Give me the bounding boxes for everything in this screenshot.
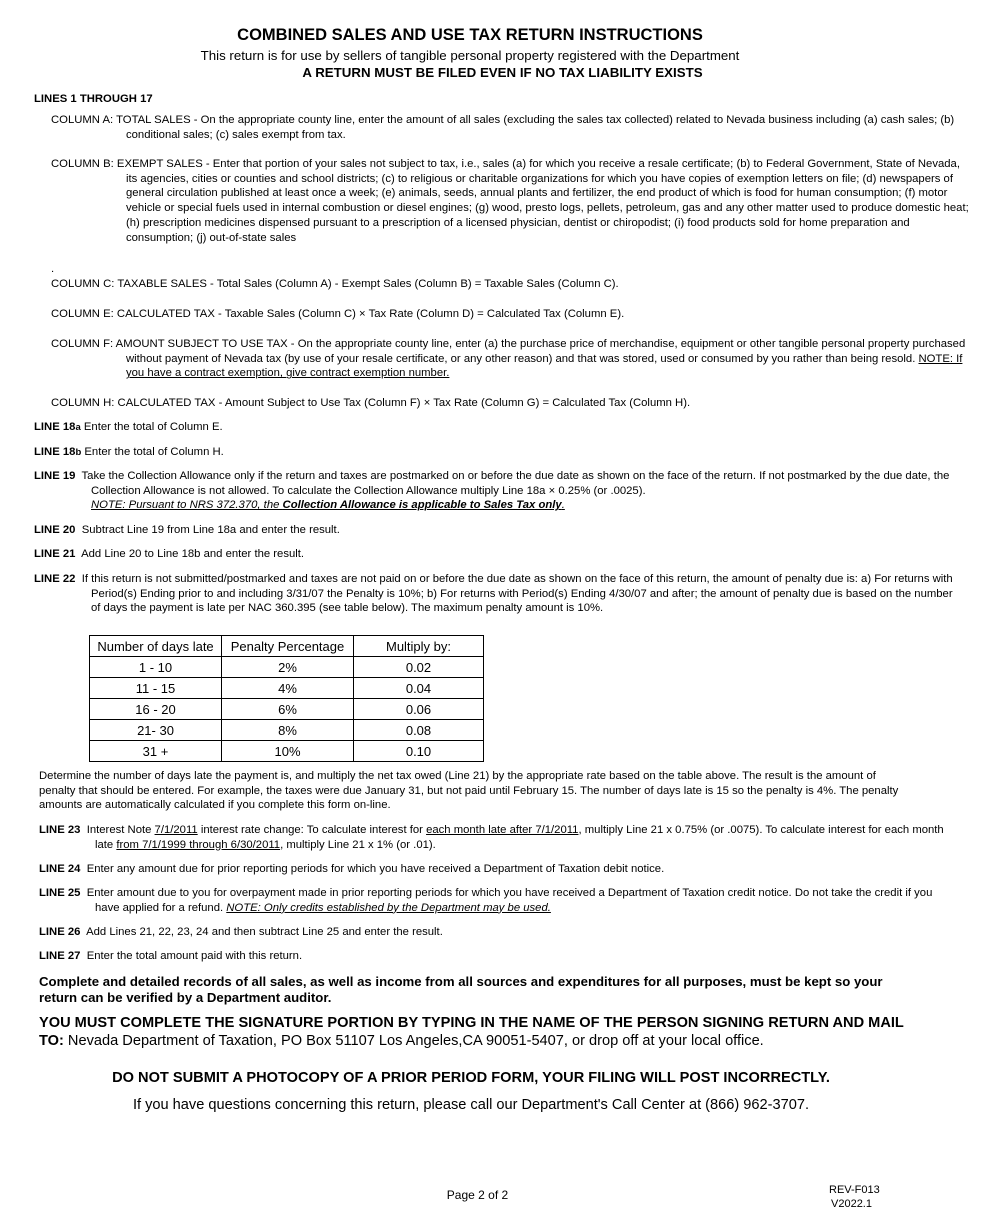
column-h-label: COLUMN H: bbox=[51, 397, 115, 409]
penalty-explanation: Determine the number of days late the payment is, and multiply the net tax owed (Line 21) by the appropriate rate based on the table above. The result is the amount of penalty that should be entered. For example, the taxes were due January 31, but not paid until February 15. The number of days late is 15 so the penalty is 4%. The penalty amounts are automatically calculated if you complete this form on-line. bbox=[39, 770, 899, 812]
signature-instructions bbox=[39, 1014, 919, 1050]
section-heading: LINES 1 THROUGH 17 bbox=[34, 93, 153, 105]
mailing-address: Nevada Department of Taxation, PO Box 51107 Los Angeles,CA 90051-5407, or drop off at your local office. bbox=[63, 1033, 764, 1049]
form-revision bbox=[829, 1183, 880, 1211]
header-multiply-by: Multiply by: bbox=[354, 636, 484, 657]
days-late-cell: 16 - 20 bbox=[90, 699, 222, 720]
line-26 bbox=[39, 925, 901, 940]
table-row bbox=[90, 699, 484, 720]
line-24-text: Enter any amount due for prior reporting periods for which you have received a Department of Taxation debit notice. bbox=[86, 863, 665, 875]
column-b-instruction bbox=[51, 157, 971, 245]
column-c-label: COLUMN C: bbox=[51, 278, 115, 290]
column-e-instruction bbox=[51, 307, 896, 322]
form-version: V2022.1 bbox=[831, 1198, 872, 1210]
questions-contact: If you have questions concerning this return, please call our Department's Call Center at (866) 962-3707. bbox=[132, 1097, 810, 1113]
line-18b bbox=[34, 445, 904, 461]
filing-notice: A RETURN MUST BE FILED EVEN IF NO TAX LIABILITY EXISTS bbox=[302, 65, 703, 80]
table-row bbox=[90, 678, 484, 699]
column-b-text: EXEMPT SALES - Enter that portion of your sales not subject to tax, i.e., sales (a) for which you receive a resale certificate; (b) to Federal Government, State of Nevada, its agencies, cities or counties and school districts; (c) to religious or charitable organizations for which you have copies of exemption letters on file; (d) newspapers of general circulation published at least once a week; (e) animals, seeds, annual plants and fertilizer, the end product of which is food for human consumption; (f) motor vehicle or special fuels used in internal combustion or diesel engines; (g) wood, presto logs, pellets, petroleum, gas and any other matter used to produce domestic heat; (h) prescription medicines dispensed pursuant to a prescription of a licensed physician, dentist or chiropodist; (i) food products sold for home preparation and consumption; (j) out-of-state sales bbox=[116, 158, 969, 244]
line-19-note-pre: NOTE: Pursuant to NRS 372.370, the bbox=[91, 499, 283, 512]
column-f-instruction bbox=[51, 337, 971, 381]
line-23-label: LINE 23 bbox=[39, 824, 81, 836]
line-19-note-post: . bbox=[561, 499, 565, 512]
column-f-label: COLUMN F: bbox=[51, 338, 114, 350]
line-22-label: LINE 22 bbox=[34, 573, 76, 585]
line-23-text-1: Interest Note bbox=[86, 824, 155, 836]
records-notice: Complete and detailed records of all sales, as well as income from all sources and expenditures for all purposes, must be kept so your return can be verified by a Department auditor. bbox=[39, 974, 883, 1005]
days-late-cell: 11 - 15 bbox=[90, 678, 222, 699]
form-id: REV-F013 bbox=[829, 1184, 880, 1196]
table-row bbox=[90, 741, 484, 762]
signature-bold: YOU MUST COMPLETE THE SIGNATURE PORTION BY TYPING IN THE NAME OF THE PERSON SIGNING RETURN AND MAIL TO: bbox=[39, 1015, 904, 1049]
line-19-rate: 0.25% (or .0025). bbox=[558, 484, 646, 497]
column-a-label: COLUMN A: bbox=[51, 114, 114, 126]
line-18b-label-text: LINE 18 bbox=[34, 446, 76, 458]
line-24 bbox=[39, 862, 901, 877]
penalty-table bbox=[89, 635, 484, 762]
line-21-label: LINE 21 bbox=[34, 548, 76, 560]
line-22 bbox=[34, 572, 961, 616]
page-number: Page 2 of 2 bbox=[446, 1188, 509, 1202]
line-18a-label bbox=[34, 421, 81, 433]
penalty-cell: 8% bbox=[222, 720, 354, 741]
column-h-text: CALCULATED TAX - Amount Subject to Use Tax (Column F) × Tax Rate (Column G) = Calculated Tax (Column H). bbox=[117, 397, 691, 409]
header-penalty-percentage: Penalty Percentage bbox=[222, 636, 354, 657]
line-23-after-date: each month late after 7/1/2011 bbox=[426, 824, 579, 836]
line-19-label: LINE 19 bbox=[34, 470, 76, 482]
column-b-label: COLUMN B: bbox=[51, 158, 114, 170]
column-e-text: CALCULATED TAX - Taxable Sales (Column C) × Tax Rate (Column D) = Calculated Tax (Column E). bbox=[116, 308, 625, 320]
line-23-text-2: interest rate change: To calculate interest for bbox=[197, 824, 427, 836]
line-25-text: Enter amount due to you for overpayment made in prior reporting periods for which you have received a Department of Taxation credit notice. Do not take the credit if you have applied for a refund. bbox=[86, 887, 933, 914]
line-26-text: Add Lines 21, 22, 23, 24 and then subtract Line 25 and enter the result. bbox=[86, 926, 443, 938]
line-25-label: LINE 25 bbox=[39, 887, 81, 899]
line-20 bbox=[34, 523, 904, 538]
multiplier-cell: 0.04 bbox=[354, 678, 484, 699]
penalty-cell: 2% bbox=[222, 657, 354, 678]
line-20-label: LINE 20 bbox=[34, 524, 76, 536]
days-late-cell: 21- 30 bbox=[90, 720, 222, 741]
line-21 bbox=[34, 547, 904, 562]
penalty-cell: 6% bbox=[222, 699, 354, 720]
line-23-text-4: , multiply Line 21 x 1% (or .01). bbox=[280, 838, 436, 851]
line-21-text: Add Line 20 to Line 18b and enter the result. bbox=[81, 548, 305, 560]
line-27 bbox=[39, 949, 901, 964]
line-25 bbox=[39, 886, 957, 915]
line-18b-text: Enter the total of Column H. bbox=[84, 446, 224, 458]
column-f-note: NOTE: If you have a contract exemption, give contract exemption number. bbox=[126, 352, 963, 380]
page-subtitle: This return is for use by sellers of tangible personal property registered with the Department bbox=[200, 48, 740, 63]
line-19-note-bold: Collection Allowance is applicable to Sales Tax only bbox=[282, 499, 562, 512]
line-19 bbox=[34, 469, 961, 513]
line-18a bbox=[34, 420, 904, 436]
multiplier-cell: 0.08 bbox=[354, 720, 484, 741]
column-a-text: TOTAL SALES - On the appropriate county line, enter the amount of all sales (excluding the sales tax collected) related to Nevada business including (a) cash sales; (b) conditional sales; (c) sales exempt from tax. bbox=[116, 114, 955, 141]
table-row bbox=[90, 657, 484, 678]
line-26-label: LINE 26 bbox=[39, 926, 81, 938]
page-title: COMBINED SALES AND USE TAX RETURN INSTRUCTIONS bbox=[237, 26, 703, 44]
line-19-note bbox=[91, 499, 565, 511]
column-e-label: COLUMN E: bbox=[51, 308, 114, 320]
penalty-cell: 10% bbox=[222, 741, 354, 762]
table-row bbox=[90, 720, 484, 741]
column-f-text: AMOUNT SUBJECT TO USE TAX - On the appropriate county line, enter (a) the purchase price of merchandise, equipment or other tangible personal property purchased without payment of Nevada tax (by use of your resale certificate, or any other reason) and that was stored, used or consumed by you rather than being resold. bbox=[115, 338, 966, 365]
multiplier-cell: 0.10 bbox=[354, 741, 484, 762]
line-23-date: 7/1/2011 bbox=[154, 824, 198, 836]
line-18a-label-text: LINE 18 bbox=[34, 421, 76, 433]
line-25-note: NOTE: Only credits established by the Department may be used. bbox=[226, 901, 551, 914]
column-c-text: TAXABLE SALES - Total Sales (Column A) - Exempt Sales (Column B) = Taxable Sales (Column C). bbox=[117, 278, 619, 290]
line-18b-label bbox=[34, 446, 81, 458]
column-c-instruction bbox=[51, 277, 896, 292]
penalty-table-header bbox=[90, 636, 484, 657]
line-18a-suffix: a bbox=[75, 422, 81, 433]
days-late-cell: 1 - 10 bbox=[90, 657, 222, 678]
line-23-date-range: from 7/1/1999 through 6/30/2011 bbox=[116, 838, 281, 851]
multiplier-cell: 0.02 bbox=[354, 657, 484, 678]
line-20-text: Subtract Line 19 from Line 18a and enter the result. bbox=[81, 524, 340, 536]
days-late-cell: 31 + bbox=[90, 741, 222, 762]
penalty-cell: 4% bbox=[222, 678, 354, 699]
line-27-label: LINE 27 bbox=[39, 950, 81, 962]
line-22-text: If this return is not submitted/postmarked and taxes are not paid on or before the due date as shown on the face of this return, the amount of penalty due is: a) For returns with Period(s) Ending prior to and including 3/31/07 the Penalty is 10%; b) For returns with Period(s) Ending 4/30/07 and after; the amount of penalty due is based on the number of days the payment is late per NAC 360.395 (see table below). The maximum penalty amount is 10%. bbox=[81, 573, 953, 615]
line-18b-suffix: b bbox=[75, 447, 82, 458]
stray-period: . bbox=[51, 263, 55, 275]
photocopy-warning: DO NOT SUBMIT A PHOTOCOPY OF A PRIOR PERIOD FORM, YOUR FILING WILL POST INCORRECTLY. bbox=[112, 1070, 830, 1086]
line-23-text-3: , multiply Line 21 x 0.75% (or .0075). To calculate interest for each month late bbox=[95, 824, 944, 851]
line-23 bbox=[39, 823, 957, 852]
column-a-instruction bbox=[51, 113, 971, 142]
multiplier-cell: 0.06 bbox=[354, 699, 484, 720]
line-19-text: Take the Collection Allowance only if the return and taxes are postmarked on or before the due date as shown on the face of the return. If not postmarked by the due date, the Collection Allowance is not allowed. To calculate the Collection Allowance multiply Line 18a × bbox=[81, 470, 950, 497]
column-h-instruction bbox=[51, 396, 896, 411]
header-days-late: Number of days late bbox=[90, 636, 222, 657]
line-27-text: Enter the total amount paid with this return. bbox=[86, 950, 303, 962]
line-24-label: LINE 24 bbox=[39, 863, 81, 875]
line-18a-text: Enter the total of Column E. bbox=[83, 421, 223, 433]
